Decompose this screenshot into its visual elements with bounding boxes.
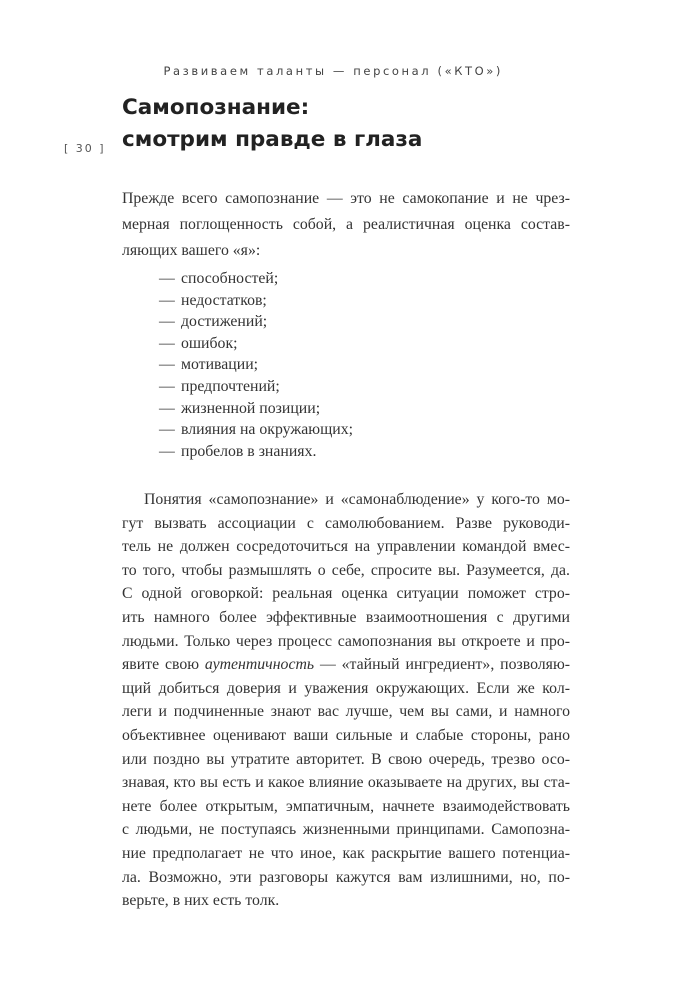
page-number: [ 30 ] xyxy=(64,142,106,155)
body-line: нете более открытым, эмпатичным, начнете взаимодействовать xyxy=(122,797,570,815)
dash-marker: — xyxy=(159,356,175,374)
body-line: Понятия «самопознание» и «самонаблюдение» у кого-то мо- xyxy=(144,491,570,508)
intro-line: Прежде всего самопознание — это не самокопание и не чрез- xyxy=(122,190,570,207)
body-line: объективнее оценивают ваши сильные и слабые стороны, рано xyxy=(122,726,570,744)
list-item: — недостатков; xyxy=(159,290,353,312)
body-line: леги и подчиненные знают вас лучше, чем вы сами, и намного xyxy=(122,703,570,721)
body-line: знавая, кто вы есть и какое влияние оказываете на других, вы ста- xyxy=(122,774,570,792)
section-title-line-1: Самопознание: xyxy=(122,95,310,120)
body-line: С одной оговоркой: реальная оценка ситуации поможет стро- xyxy=(122,585,570,603)
list-item: — мотивации; xyxy=(159,354,353,376)
running-header: Развиваем таланты — персонал («КТО») xyxy=(163,64,503,78)
dash-marker: — xyxy=(159,291,175,309)
dash-marker: — xyxy=(159,421,175,439)
dash-marker: — xyxy=(159,399,175,417)
list-item: — способностей; xyxy=(159,268,353,290)
body-line: верьте, в них есть толк. xyxy=(122,892,280,910)
list-item: — пробелов в знаниях. xyxy=(159,441,353,463)
body-line: людьми. Только через процесс самопознания вы откроете и про- xyxy=(122,632,570,650)
list-item: — ошибок; xyxy=(159,333,353,355)
emphasis-term: аутентичность xyxy=(204,656,315,674)
body-line: гут вызвать ассоциации с самолюбованием. Разве руководи- xyxy=(122,514,570,532)
dash-marker: — xyxy=(159,377,175,395)
body-line: тель не должен сосредоточиться на управлении командой вмес- xyxy=(122,538,570,556)
dash-marker: — xyxy=(159,313,175,331)
section-title-line-2: смотрим правде в глаза xyxy=(122,127,423,152)
intro-line: мерная поглощенность собой, а реалистичная оценка состав- xyxy=(122,216,570,233)
body-line: то того, чтобы размышлять о себе, спросите вы. Разумеется, да. xyxy=(122,561,570,579)
body-line: явите свою аутентичность — «тайный ингредиент», позволяю- xyxy=(122,656,571,674)
intro-paragraph xyxy=(122,186,570,264)
body-line: ние предполагает не что иное, как раскрытие вашего потенциа- xyxy=(122,844,570,862)
list-item: — жизненной позиции; xyxy=(159,398,353,420)
dash-marker: — xyxy=(159,442,175,460)
section-title xyxy=(122,92,422,156)
list-item: — влияния на окружающих; xyxy=(159,419,353,441)
body-line: ить намного более эффективные взаимоотношения с другими xyxy=(122,608,570,626)
list-item: — предпочтений; xyxy=(159,376,353,398)
body-line: или поздно вы утратите авторитет. В свою очередь, трезво осо- xyxy=(122,750,570,768)
dash-marker: — xyxy=(159,270,175,287)
body-line: щий добиться доверия и уважения окружающих. Если же кол- xyxy=(122,679,570,697)
qualities-list xyxy=(159,268,353,462)
body-line: с людьми, не поступаясь жизненными принципами. Самопозна- xyxy=(122,821,570,839)
dash-marker: — xyxy=(159,334,175,352)
intro-line: ляющих вашего «я»: xyxy=(122,242,261,259)
body-paragraph xyxy=(122,488,570,913)
list-item: — достижений; xyxy=(159,311,353,333)
body-line: ла. Возможно, эти разговоры кажутся вам излишними, но, по- xyxy=(122,868,570,886)
